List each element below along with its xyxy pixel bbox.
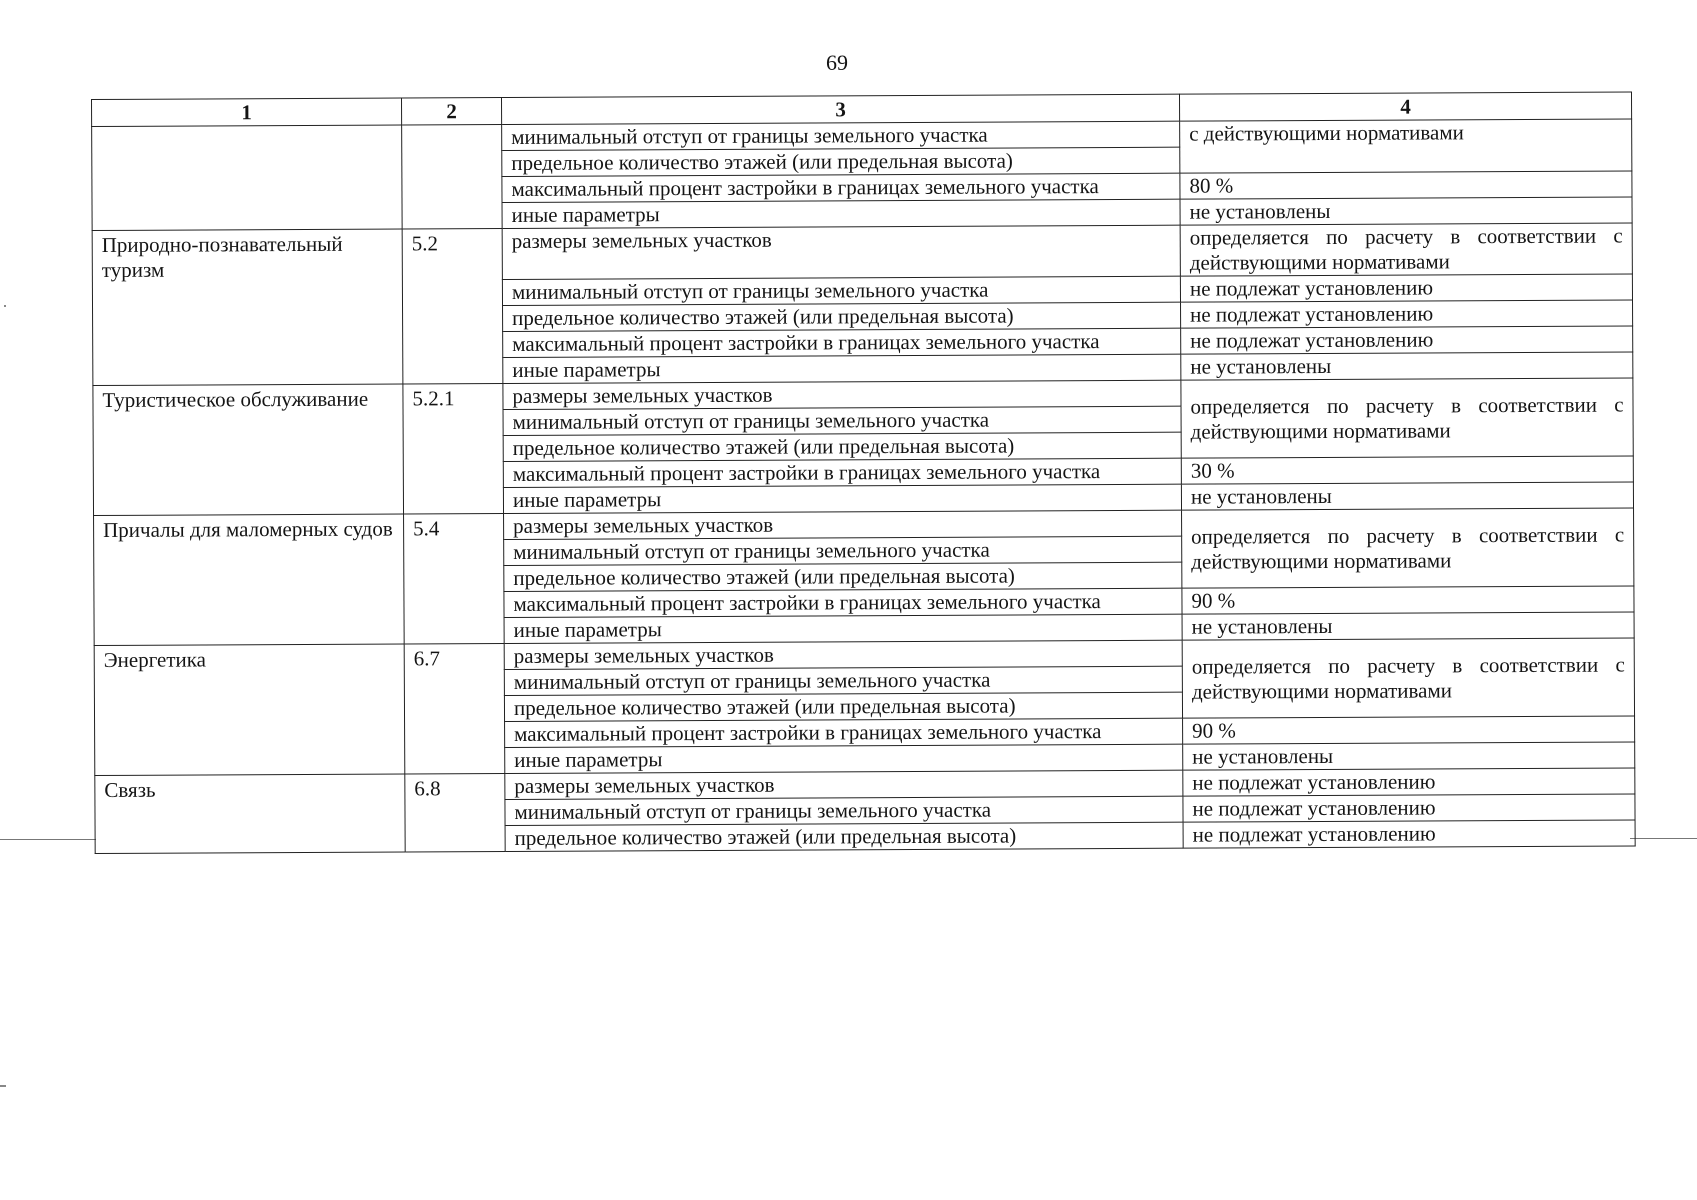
- scan-artifact-line-left: [0, 839, 96, 840]
- value-cell: не установлены: [1180, 197, 1632, 225]
- value-cell: не установлены: [1181, 352, 1633, 380]
- value-cell: 90 %: [1182, 586, 1634, 614]
- land-use-code-cell: 5.2: [402, 228, 503, 383]
- parameter-cell: размеры земельных участков: [502, 225, 1180, 279]
- value-cell: 30 %: [1181, 456, 1633, 484]
- parameter-cell: максимальный процент застройки в границах земельного участка: [504, 588, 1182, 617]
- land-use-code-cell: 6.8: [405, 773, 505, 851]
- parameter-cell: предельное количество этажей (или предельная высота): [503, 432, 1181, 461]
- parameter-cell: предельное количество этажей (или предельная высота): [504, 692, 1182, 721]
- parameter-cell: иные параметры: [503, 354, 1181, 383]
- parameter-cell: предельное количество этажей (или предельная высота): [504, 562, 1182, 591]
- parameter-cell: предельное количество этажей (или предельная высота): [502, 147, 1180, 176]
- column-header-4: 4: [1179, 92, 1631, 121]
- table-row: [92, 223, 1632, 282]
- parameter-cell: предельное количество этажей (или предельная высота): [503, 302, 1181, 331]
- parameter-cell: минимальный отступ от границы земельного участка: [505, 796, 1183, 825]
- parameter-cell: размеры земельных участков: [504, 510, 1182, 539]
- parameter-cell: максимальный процент застройки в границах земельного участка: [503, 328, 1181, 357]
- parameter-cell: минимальный отступ от границы земельного участка: [502, 276, 1180, 305]
- land-use-code-cell: [402, 124, 503, 228]
- value-cell: 80 %: [1180, 171, 1632, 199]
- value-cell: определяется по расчету в соответствии с действующими нормативами: [1182, 638, 1634, 718]
- parameter-cell: минимальный отступ от границы земельного участка: [502, 121, 1180, 150]
- value-cell: не установлены: [1181, 482, 1633, 510]
- value-cell: определяется по расчету в соответствии с действующими нормативами: [1180, 223, 1632, 276]
- value-cell: определяется по расчету в соответствии с действующими нормативами: [1182, 508, 1634, 588]
- value-cell: не подлежат установлению: [1183, 820, 1635, 848]
- value-cell: не подлежат установлению: [1183, 768, 1635, 796]
- value-cell: 90 %: [1183, 716, 1635, 744]
- value-cell: не подлежат установлению: [1181, 300, 1633, 328]
- land-use-name-cell: Связь: [95, 774, 405, 854]
- parameter-cell: иные параметры: [502, 199, 1180, 228]
- parameter-cell: максимальный процент застройки в границах земельного участка: [502, 173, 1180, 202]
- margin-mark: [0, 1085, 6, 1087]
- zoning-parameters-table: [91, 91, 1636, 854]
- value-cell: не установлены: [1182, 612, 1634, 640]
- value-cell: с действующими нормативами: [1180, 119, 1632, 173]
- value-cell: не подлежат установлению: [1180, 274, 1632, 302]
- parameter-cell: иные параметры: [503, 484, 1181, 513]
- value-cell: не установлены: [1183, 742, 1635, 770]
- parameter-cell: минимальный отступ от границы земельного участка: [504, 666, 1182, 695]
- value-cell: определяется по расчету в соответствии с действующими нормативами: [1181, 378, 1633, 458]
- scan-artifact-line-right: [1630, 838, 1697, 839]
- column-header-1: 1: [92, 98, 402, 127]
- margin-mark: [4, 305, 6, 307]
- land-use-name-cell: [92, 125, 403, 231]
- land-use-code-cell: 6.7: [404, 643, 505, 773]
- land-use-code-cell: 5.4: [404, 513, 505, 643]
- land-use-name-cell: Природно-познавательный туризм: [92, 229, 403, 386]
- land-use-name-cell: Энергетика: [94, 644, 405, 776]
- parameter-cell: максимальный процент застройки в границах земельного участка: [503, 458, 1181, 487]
- parameter-cell: максимальный процент застройки в границах земельного участка: [505, 718, 1183, 747]
- value-cell: не подлежат установлению: [1183, 794, 1635, 822]
- column-header-2: 2: [401, 97, 501, 124]
- parameter-cell: предельное количество этажей (или предельная высота): [505, 822, 1183, 851]
- parameter-cell: минимальный отступ от границы земельного участка: [504, 536, 1182, 565]
- parameter-cell: иные параметры: [504, 614, 1182, 643]
- land-use-name-cell: Причалы для маломерных судов: [94, 514, 405, 646]
- value-cell: не подлежат установлению: [1181, 326, 1633, 354]
- parameter-cell: иные параметры: [505, 744, 1183, 773]
- parameter-cell: размеры земельных участков: [505, 770, 1183, 799]
- parameter-cell: размеры земельных участков: [504, 640, 1182, 669]
- land-use-name-cell: Туристическое обслуживание: [93, 384, 404, 516]
- column-header-3: 3: [501, 94, 1179, 124]
- parameter-cell: размеры земельных участков: [503, 380, 1181, 409]
- parameter-cell: минимальный отступ от границы земельного участка: [503, 406, 1181, 435]
- land-use-code-cell: 5.2.1: [403, 383, 504, 513]
- page-number: 69: [826, 50, 848, 75]
